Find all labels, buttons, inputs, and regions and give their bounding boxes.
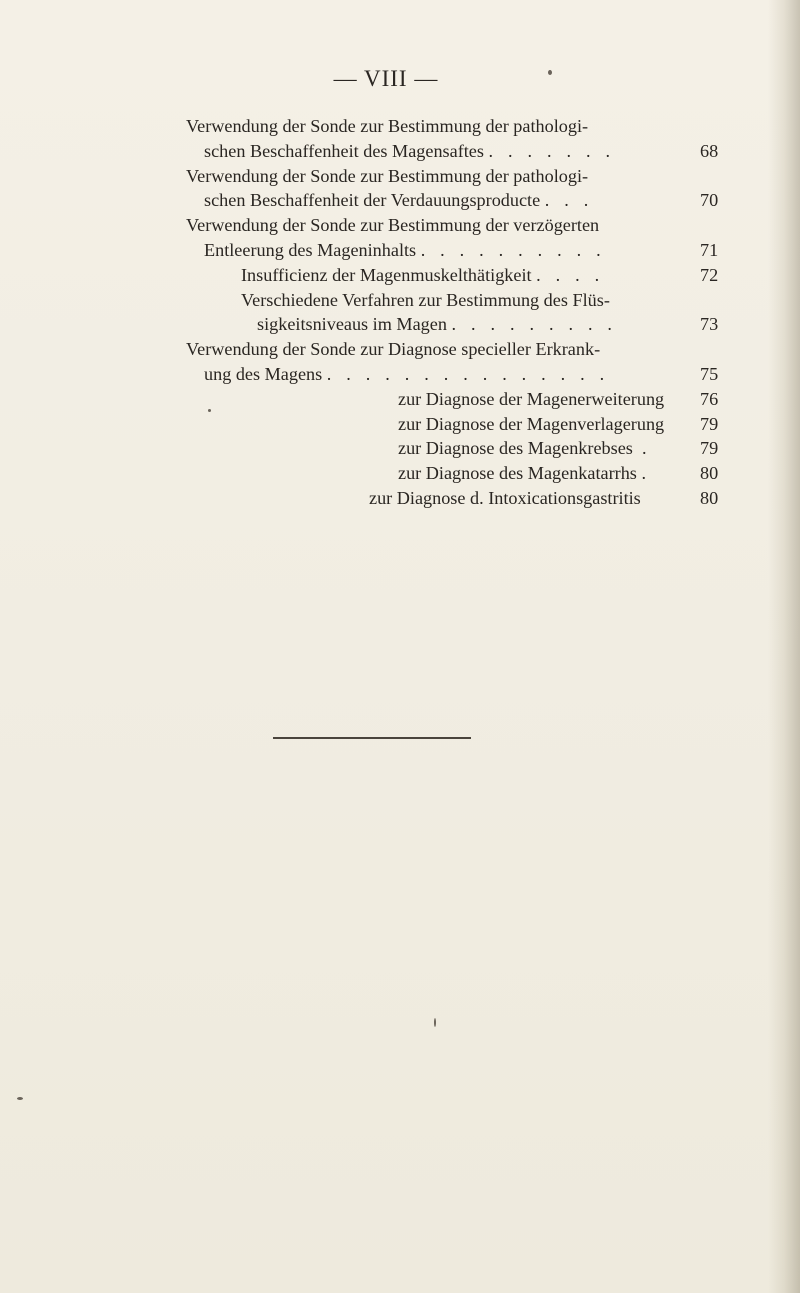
toc-text: Verwendung der Sonde zur Bestimmung der verzögerten [186,215,600,236]
section-rule [273,737,471,739]
toc-page-number: 72 [700,264,719,285]
toc-text: zur Diagnose der Magenerweiterung [398,388,665,409]
print-speck [208,409,211,412]
toc-page-number: 79 [700,438,719,459]
toc-text: zur Diagnose des Magenkatarrhs [398,463,637,484]
toc-page-number: 73 [700,314,719,335]
toc-entry [186,139,724,164]
toc-text: ung des Magens [204,363,323,384]
toc-text: schen Beschaffenheit der Verdauungsproducte [204,190,541,211]
toc-page-number: 68 [700,140,719,161]
toc-text: Insufficienz der Magenmuskelthätigkeit [241,264,532,285]
toc-page-number: 76 [700,388,719,409]
toc-page-number: 71 [700,239,719,260]
toc-entry [186,263,724,288]
toc-page-number: 70 [700,190,719,211]
toc-entry [186,337,724,362]
toc-leader-dots: . . . . . . . . . . . . . . . [326,363,610,384]
toc-leader-dots: . [641,438,652,459]
toc-text: schen Beschaffenheit des Magensaftes [204,140,484,161]
toc-text: zur Diagnose d. Intoxicationsgastritis [369,487,641,508]
toc-leader-dots: . . . [544,190,594,211]
toc-text: Verwendung der Sonde zur Diagnose specieller Erkrank- [186,339,601,360]
page-header [0,66,800,92]
toc-entry [186,412,724,437]
toc-text: zur Diagnose der Magenverlagerung [398,413,665,434]
toc-entry [186,188,724,213]
toc-page-number: 80 [700,487,719,508]
toc-entry [186,387,724,412]
toc-leader-dots: . . . . . . . . . . [420,239,606,260]
toc-leader-dots: . [641,463,652,484]
toc-entry [186,461,724,486]
toc-page-number: 75 [700,363,719,384]
toc-text: Verwendung der Sonde zur Bestimmung der pathologi- [186,116,589,136]
toc-page-number: 79 [700,413,719,434]
toc-entry [186,238,724,263]
toc-entry [186,312,724,337]
toc-entry [186,362,724,387]
toc-leader-dots: . . . . . . . . . [451,314,618,335]
toc-entry [186,164,724,189]
toc-page-number: 80 [700,463,719,484]
toc-entry [186,114,724,139]
toc-text: Verschiedene Verfahren zur Bestimmung des Flüs- [241,289,610,310]
table-of-contents [186,114,724,511]
toc-leader-dots: . . . . . . . [488,140,616,161]
toc-text: sigkeitsniveaus im Magen [257,314,447,335]
toc-text: Verwendung der Sonde zur Bestimmung der pathologi- [186,165,589,186]
toc-entry [186,436,724,461]
toc-leader-dots: . . . . [536,264,605,285]
toc-text: Entleerung des Mageninhalts [204,239,417,260]
print-speck [434,1018,436,1027]
print-speck [17,1097,23,1100]
print-speck [548,70,552,75]
toc-entry [186,213,724,238]
toc-entry [186,288,724,313]
roman-page-number: — VIII — [333,66,439,91]
toc-entry [186,486,724,511]
toc-text: zur Diagnose des Magenkrebses [398,438,633,459]
